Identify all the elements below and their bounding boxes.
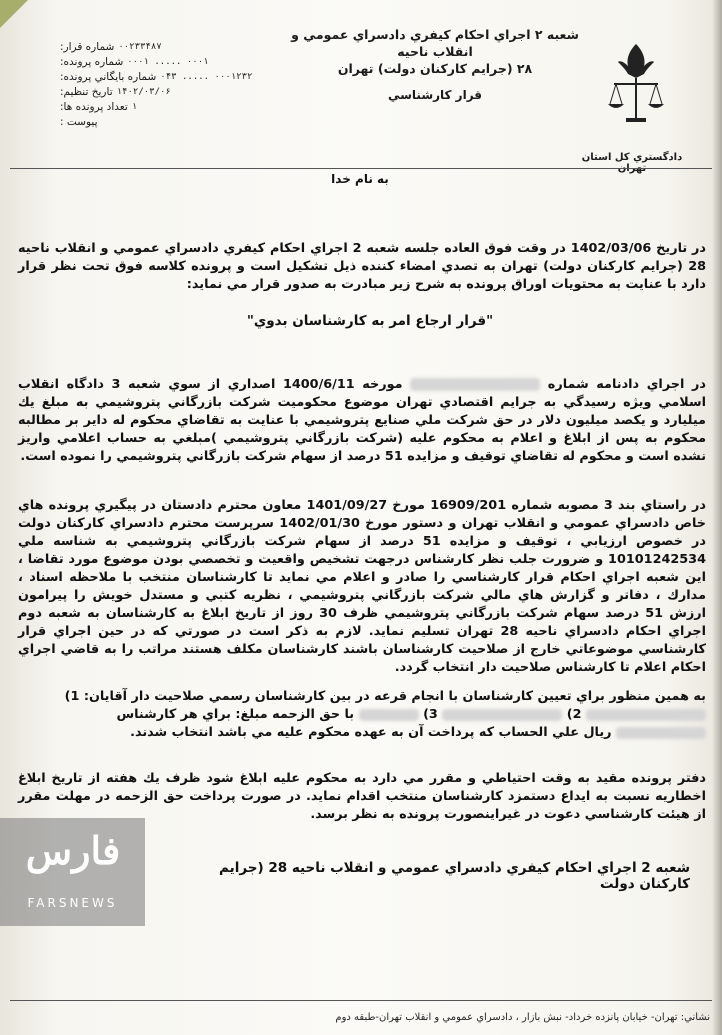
expert-slot-2: 2) xyxy=(566,707,582,722)
redacted-expert-name xyxy=(359,709,419,721)
redacted-expert-name xyxy=(442,709,562,721)
meta-row xyxy=(60,55,235,70)
footer-address: نشاني: تهران- خيابان پانزده خرداد- نبش بازار ، دادسراي عمومي و انقلاب تهران-طبقه دوم xyxy=(335,1012,710,1023)
farsnews-logo-icon: فارس xyxy=(25,828,121,873)
expert-selection-line1: به همين منظور براي تعيين كارشناسان با انجام قرعه در بين كارشناسان رسمي صلاحيت دار آقايان: 1) xyxy=(64,689,706,704)
judgment-paragraph xyxy=(18,376,706,466)
meta-row xyxy=(60,70,253,85)
expert-selection-paragraph xyxy=(18,688,706,742)
farsnews-watermark xyxy=(0,818,145,926)
meta-value: ۱ xyxy=(131,102,138,112)
document-title: قرار كارشناسي xyxy=(387,88,483,102)
expert-mandate-paragraph: در راستاي بند 3 مصوبه شماره 16909/201 مورخ 1401/09/27 معاون محترم دادستان در پيگيري پرونده هاي خاص دادسراي عمومي و انقلاب تهران و دستور مورخ 1402/01/30 سرپرست محترم دادسراي كاركنان دولت در خصوص ارزيابي ، توقيف و مزايده 51 درصد از سهام شركت بازرگاني پتروشيمي به شناسه ملي 10101242534 و ضرورت جلب نظر كارشناس درجهت تشخيص واقعيت و تخصصي بودن موضوع مورد تقاضا ، اين شعبه اجراي احكام قرار كارشناسي را صادر و اعلام مي نمايد تا كارشناسان منتخب با ملاحظه اسناد ، مدارك ، دفاتر و گزارش هاي مالي شركت بازرگاني پتروشيمي ، نظريه كتبي و مستدل خويش را پيرامون ارزش 51 درصد سهام شركت بازرگاني پتروشيمي ظرف 30 روز از تاريخ ابلاغ به كارشناسان به شعبه دوم اجراي احكام دادسراي ناحيه 28 تهران تسليم نمايد. لازم به ذكر است در صورتي كه در حين اجراي قرار كارشناسي موضوعاتي خارج از صلاحيت كارشناسان باشند كارشناسان مكلف هستند مراتب را به قاضي اجراي احكام اعلام تا كارشناس صلاحيت دار انتخاب گردد. xyxy=(18,498,706,675)
expert-slot-3: 3) xyxy=(423,707,438,722)
meta-row xyxy=(60,115,235,130)
bismillah-heading: به نام خدا xyxy=(331,172,389,186)
issuing-branch xyxy=(270,26,600,77)
court-name: دادگستري كل استان تهران xyxy=(581,152,683,174)
meta-label: تاريخ تنظيم: xyxy=(60,86,113,98)
opening-paragraph: در تاريخ 1402/03/06 در وقت فوق العاده جلسه شعبه 2 اجراي احكام كيفري دادسراي عمومي و انقلاب ناحيه 28 (جرايم كاركنان دولت) تهران به تصدي امضاء كننده ذيل تشكيل است و پرونده كلاسه فوق تحت نظر قرار دارد با عنايت به محتويات اوراق پرونده به شرح زير مبادرت به صدور قرار مي نمايد: xyxy=(18,241,706,292)
issuing-branch-line1: شعبه ۲ اجراي احكام كيفري دادسراي عمومي و انقلاب ناحيه xyxy=(291,27,579,59)
redacted-expert-name xyxy=(586,709,706,721)
meta-label: شماره قرار: xyxy=(60,41,115,53)
signature-branch: شعبه 2 اجراي احكام كيفري دادسراي عمومي و انقلاب ناحيه 28 (جرايم كاركنان دولت xyxy=(219,860,690,892)
judiciary-emblem-icon xyxy=(606,40,666,130)
document-meta xyxy=(60,40,253,130)
fee-deposit-paragraph: دفتر پرونده مقيد به وقت احتياطي و مقرر مي دارد به محكوم عليه ابلاغ شود ظرف يك هفته از تاريخ ابلاغ اخطاريه نسبت به ايداع دستمزد كارشناسان منتخب اقدام نمايد. در صورت پرداخت حق الزحمه در مهلت مقرر از هيئت كارشناسي دعوت در غيراينصورت پرونده به نظر برسد. xyxy=(18,771,706,822)
fee-note: ريال علي الحساب كه پرداخت آن به عهده محكوم عليه مي باشد انتخاب شدند. xyxy=(130,725,612,740)
meta-row xyxy=(60,100,235,115)
meta-label: پيوست : xyxy=(60,116,98,128)
judgment-intro: در اجراي دادنامه شماره xyxy=(547,377,706,392)
page-edge-shadow xyxy=(712,0,722,1035)
meta-label: شماره بايگاني پرونده: xyxy=(60,71,157,83)
issuing-branch-line2: ۲۸ (جرايم كاركنان دولت) تهران xyxy=(337,61,533,76)
expert-selection-line2 xyxy=(18,706,706,724)
meta-label: شماره پرونده: xyxy=(60,56,124,68)
meta-row xyxy=(60,85,235,100)
expert-selection-line3 xyxy=(18,724,706,742)
order-title: "قرار ارجاع امر به كارشناسان بدوي" xyxy=(246,313,494,329)
farsnews-brand: FARSNEWS xyxy=(27,896,118,910)
judgment-text: مورخه 1400/6/11 اصداري از سوي شعبه 3 دادگاه انقلاب اسلامي ويژه رسيدگي به جرايم اقتصادي تهران موضوع محكوميت شركت بازرگاني پتروشيمي به مبلغ يك ميليارد و يكصد ميليون دلار در حق شركت ملي صنايع پتروشيمي با عنايت به تقاضاي محكوم له داير بر مطالبه محكوم به پس از ابلاغ و اعلام به محكوم عليه (شركت بازرگاني پتروشيمي )مبلغي به حساب اعلامي واريز نشده است و محكوم له تقاضاي توقيف و مزايده 51 درصد از سهام شركت بازرگاني پتروشيمي را نموده است. xyxy=(18,377,706,464)
fee-text: با حق الزحمه مبلغ: براي هر كارشناس xyxy=(116,707,355,722)
redacted-case-number xyxy=(410,378,540,391)
meta-label: تعداد پرونده ها: xyxy=(60,101,128,113)
meta-row xyxy=(60,40,235,55)
meta-value: ۰۰۰۱ ..... ۰۰۰۱ xyxy=(127,57,209,67)
meta-value: ۱۴۰۲/۰۳/۰۶ xyxy=(116,87,171,97)
header-divider xyxy=(10,168,712,169)
meta-value: ۰۰۰۱۲۳۲ ..... ۰۴۳ xyxy=(160,72,253,82)
redacted-fee-amount xyxy=(616,727,706,739)
background-corner xyxy=(0,0,28,28)
meta-value: ۰۰۲۳۳۴۸۷ xyxy=(118,42,162,52)
footer-divider xyxy=(10,1000,712,1001)
